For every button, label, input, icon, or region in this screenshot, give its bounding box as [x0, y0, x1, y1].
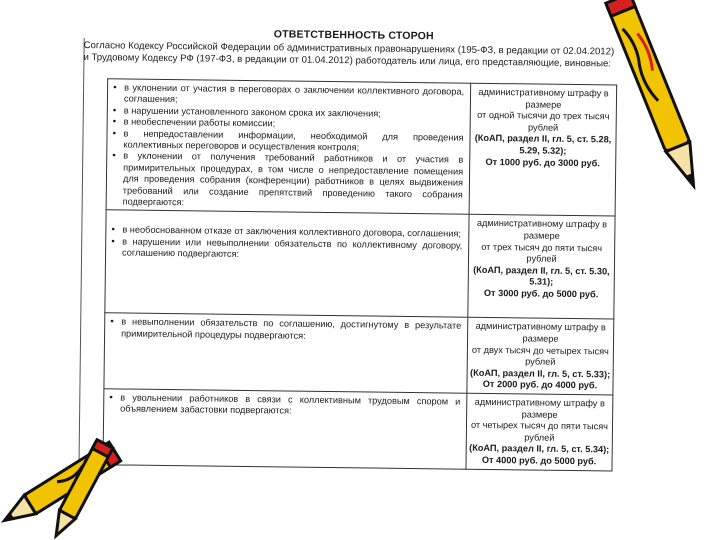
violations-cell	[105, 210, 469, 317]
penalty-line: (КоАП, раздел II, гл. 5, ст. 5.28, 5.29, 5.32);	[474, 133, 612, 156]
table-row	[106, 79, 617, 217]
penalty-amount: От 2000 руб. до 4000 руб.	[482, 379, 598, 391]
document-title: ОТВЕТСТВЕННОСТЬ СТОРОН	[273, 28, 434, 43]
violations-cell	[106, 79, 471, 215]
penalty-line: административному штрафу в размере	[475, 321, 606, 344]
table-row	[103, 389, 613, 471]
violations-cell	[104, 313, 468, 393]
intro-paragraph: Согласно Кодексу Российской Федерации об административных правонарушениях (195-ФЗ, в редакции от 02.04.2012) и Трудовому Кодексу РФ (197-ФЗ, в редакции от 01.04.2012) работодатель или лица, его представляющие, виновные:	[83, 39, 615, 70]
violations-list	[106, 392, 460, 419]
penalty-amount: От 3000 руб. до 5000 руб.	[483, 287, 599, 300]
penalty-line: (КоАП, раздел II, гл. 5, ст. 5.34);	[469, 443, 610, 455]
penalty-cell	[467, 318, 614, 395]
penalty-cell	[468, 215, 615, 320]
violations-list	[108, 225, 462, 264]
penalty-line: от трех тысяч до пяти тысяч рублей	[481, 241, 603, 265]
penalty-amount: От 1000 руб. до 3000 руб.	[485, 156, 600, 168]
list-item: • в уклонении от получения требований работников и от участия в примирительных процедурах, в том числе о непредоставление помещения для проведения собрания (конференции) работников в целях выдвижения требований или создание препятствий проведению такого собрания подвергаются:	[123, 151, 464, 212]
scanned-document	[78, 14, 616, 498]
table-row	[104, 313, 614, 395]
penalty-line: от двух тысяч до четырех тысяч рублей	[471, 344, 609, 368]
list-item: • в непредоставлении информации, необходимой для проведения коллективных переговоров и осуществления контроля;	[123, 128, 463, 155]
list-item: • в нарушении установленного законом срока их заключения;	[124, 105, 464, 121]
penalty-line: административному штрафу в размере	[474, 396, 605, 420]
list-item: • в нарушении или невыполнении обязательств по коллективному договору, соглашению подвергаются:	[122, 236, 462, 263]
violations-cell	[103, 389, 467, 469]
penalty-line: административному штрафу в размере	[476, 218, 608, 241]
penalty-line: административному штрафу в размере	[478, 86, 609, 110]
penalty-line: (КоАП, раздел II, гл. 5, ст. 5.30, 5.31);	[473, 264, 610, 288]
pencil-body	[606, 0, 690, 152]
list-item: • в уклонении от участия в переговорах о заключении коллективного договора, соглашения;	[124, 82, 464, 109]
list-item: • в невыполнении обязательств по соглашению, достигнутому в результате примирительной процедуры подвергаются:	[121, 317, 461, 344]
penalty-amount: От 4000 руб. до 5000 руб.	[481, 454, 597, 467]
list-item: • в необоснованном отказе от заключения коллективного договора, соглашения;	[122, 225, 462, 241]
table-row	[105, 210, 615, 319]
penalty-line: от одной тысячи до трех тысяч рублей	[477, 109, 610, 133]
penalty-line: от четырех тысяч до пяти тысяч рублей	[470, 419, 609, 443]
violations-list	[107, 317, 461, 344]
penalty-cell	[466, 393, 613, 470]
responsibility-table	[102, 78, 617, 471]
penalty-line: (КоАП, раздел II, гл. 5, ст. 5.33);	[470, 367, 611, 380]
violations-list	[109, 82, 465, 212]
pencils-icon	[0, 430, 130, 540]
list-item: • в необеспечении работы комиссии;	[124, 117, 464, 133]
pencil-icon	[600, 0, 720, 200]
list-item: • в увольнении работников в связи с коллективным трудовым спором и объявлением забастовки подвергаются:	[120, 393, 460, 420]
penalty-cell	[469, 83, 617, 216]
